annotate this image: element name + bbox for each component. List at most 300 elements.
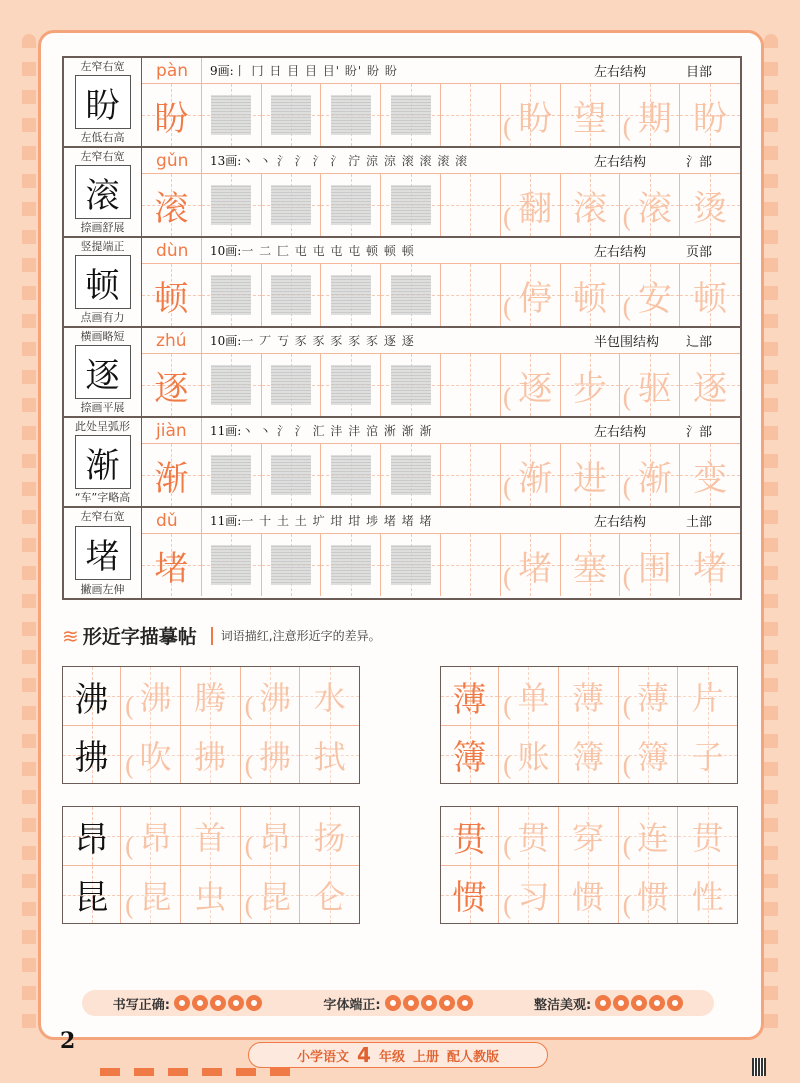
word-cell[interactable] bbox=[680, 84, 740, 146]
word-cell[interactable] bbox=[499, 866, 559, 923]
word-cell[interactable] bbox=[181, 807, 241, 865]
writing-cell[interactable] bbox=[441, 264, 501, 326]
word-character: 变 bbox=[693, 458, 728, 499]
word-cell[interactable] bbox=[121, 667, 181, 725]
word-cell[interactable] bbox=[680, 174, 740, 236]
faded-character bbox=[331, 545, 371, 585]
stroke-order bbox=[202, 422, 594, 439]
word-cell[interactable] bbox=[680, 534, 740, 596]
writing-cell[interactable] bbox=[441, 354, 501, 416]
word-cell[interactable] bbox=[121, 807, 181, 865]
faded-character bbox=[271, 455, 311, 495]
paren-mark: ( bbox=[502, 204, 513, 234]
word-character: 顿 bbox=[693, 278, 728, 319]
row-content bbox=[142, 508, 740, 598]
word-character: 昆 bbox=[139, 877, 172, 916]
head-character: 惯 bbox=[452, 878, 487, 918]
writing-grid bbox=[142, 354, 740, 416]
head-character: 簿 bbox=[452, 738, 487, 778]
flower-icon[interactable] bbox=[210, 995, 226, 1011]
flower-icon[interactable] bbox=[246, 995, 262, 1011]
writing-cell[interactable] bbox=[142, 534, 202, 596]
paren-mark: ( bbox=[124, 751, 135, 782]
word-character: 水 bbox=[313, 679, 346, 717]
word-cell[interactable] bbox=[678, 726, 737, 783]
trace-character: 盼 bbox=[154, 98, 189, 139]
word-character: 沸 bbox=[258, 679, 291, 717]
hint-bottom: 左低右高 bbox=[80, 131, 125, 144]
head-character: 贯 bbox=[452, 819, 487, 860]
model-character: 逐 bbox=[75, 345, 131, 399]
stroke-sequence: 丶 丶 氵 氵 汇 沣 沣 涫 淅 渐 渐 bbox=[241, 424, 433, 438]
word-character: 昆 bbox=[258, 877, 291, 916]
flower-icon[interactable] bbox=[613, 995, 629, 1011]
word-cell[interactable] bbox=[561, 444, 621, 506]
model-character: 顿 bbox=[75, 255, 131, 309]
word-character: 盼 bbox=[693, 98, 728, 139]
group-head-character bbox=[441, 726, 499, 783]
writing-grid bbox=[142, 264, 740, 326]
stroke-order bbox=[202, 242, 594, 259]
paren-mark: ( bbox=[502, 114, 513, 144]
word-cell[interactable] bbox=[561, 534, 621, 596]
word-character: 翻 bbox=[518, 188, 553, 229]
word-cell[interactable] bbox=[680, 354, 740, 416]
right-decorative-border bbox=[764, 34, 778, 1034]
stroke-sequence: 一 二 匚 屯 屯 屯 屯 顿 顿 顿 bbox=[241, 244, 415, 258]
writing-cell[interactable] bbox=[321, 444, 381, 506]
head-character: 昆 bbox=[74, 878, 109, 918]
radical-label: 目部 bbox=[686, 65, 713, 80]
word-character: 账 bbox=[517, 737, 550, 776]
faded-character bbox=[391, 545, 431, 585]
faded-character bbox=[391, 95, 431, 135]
flower-icon[interactable] bbox=[174, 995, 190, 1011]
writing-cell[interactable] bbox=[441, 84, 501, 146]
structure-label: 半包围结构 bbox=[594, 335, 660, 350]
group-line bbox=[63, 725, 359, 783]
stroke-count: 11画: bbox=[210, 424, 242, 438]
word-character: 昂 bbox=[139, 819, 172, 857]
row-side bbox=[64, 58, 142, 146]
faded-character bbox=[391, 185, 431, 225]
head-character: 沸 bbox=[74, 679, 109, 720]
word-cell[interactable] bbox=[181, 866, 241, 923]
section-note: 词语描红,注意形近字的差异。 bbox=[220, 629, 381, 643]
writing-cell[interactable] bbox=[321, 354, 381, 416]
word-cell[interactable] bbox=[619, 866, 679, 923]
writing-cell[interactable] bbox=[381, 354, 441, 416]
paren-mark: ( bbox=[124, 693, 135, 723]
practice-row bbox=[64, 58, 740, 148]
word-cell[interactable] bbox=[300, 866, 359, 923]
word-cell[interactable] bbox=[499, 807, 559, 865]
word-cell[interactable] bbox=[678, 807, 737, 865]
word-cell[interactable] bbox=[501, 264, 561, 326]
word-character: 期 bbox=[637, 98, 672, 139]
word-cell[interactable] bbox=[561, 264, 621, 326]
word-cell[interactable] bbox=[300, 807, 359, 865]
hint-bottom: 捺画平展 bbox=[80, 401, 125, 414]
row-content bbox=[142, 148, 740, 236]
word-cell[interactable] bbox=[501, 354, 561, 416]
row-info bbox=[142, 148, 740, 174]
group-line bbox=[63, 667, 359, 725]
footer-grade-suffix: 年级 bbox=[378, 1049, 405, 1065]
writing-cell[interactable] bbox=[202, 534, 262, 596]
group-head-character bbox=[441, 866, 499, 923]
word-cell[interactable] bbox=[620, 264, 680, 326]
paren-mark: ( bbox=[502, 384, 513, 414]
faded-character bbox=[211, 455, 251, 495]
writing-cell[interactable] bbox=[262, 354, 322, 416]
word-character: 昂 bbox=[258, 819, 291, 857]
word-cell[interactable] bbox=[680, 444, 740, 506]
stroke-count: 13画: bbox=[210, 154, 242, 168]
paren-mark: ( bbox=[502, 474, 513, 504]
bottom-stripes bbox=[100, 1068, 300, 1076]
writing-cell[interactable] bbox=[381, 264, 441, 326]
word-cell[interactable] bbox=[501, 84, 561, 146]
hint-bottom: “车”字略高 bbox=[74, 491, 131, 504]
structure-label: 左右结构 bbox=[594, 425, 647, 440]
footer-edition: 配人教版 bbox=[446, 1049, 499, 1065]
word-cell[interactable] bbox=[241, 726, 301, 783]
flower-icon[interactable] bbox=[595, 995, 611, 1011]
rating-flowers bbox=[385, 995, 473, 1011]
row-content bbox=[142, 238, 740, 326]
faded-character bbox=[211, 185, 251, 225]
writing-cell[interactable] bbox=[441, 534, 501, 596]
paren-mark: ( bbox=[124, 891, 135, 922]
writing-cell[interactable] bbox=[441, 444, 501, 506]
structure-label: 左右结构 bbox=[594, 245, 647, 260]
rating-flowers bbox=[174, 995, 262, 1011]
practice-row bbox=[64, 508, 740, 598]
writing-cell[interactable] bbox=[142, 264, 202, 326]
word-cell[interactable] bbox=[620, 444, 680, 506]
similar-group bbox=[440, 806, 738, 924]
word-character: 停 bbox=[518, 278, 553, 319]
hint-top: 左窄右宽 bbox=[80, 60, 125, 73]
writing-cell[interactable] bbox=[262, 264, 322, 326]
footer-badge bbox=[248, 1042, 548, 1068]
footer-subject: 小学语文 bbox=[297, 1049, 350, 1065]
word-cell[interactable] bbox=[619, 726, 679, 783]
word-cell[interactable] bbox=[561, 174, 621, 236]
word-cell[interactable] bbox=[121, 726, 181, 783]
word-character: 簿 bbox=[572, 737, 605, 776]
trace-character: 堵 bbox=[154, 548, 189, 589]
radical-label: 氵部 bbox=[686, 155, 713, 170]
trace-character: 渐 bbox=[154, 458, 189, 499]
word-cell[interactable] bbox=[678, 667, 737, 725]
left-decorative-border bbox=[22, 34, 36, 1034]
faded-character bbox=[391, 365, 431, 405]
faded-character bbox=[271, 185, 311, 225]
writing-cell[interactable] bbox=[202, 84, 262, 146]
paren-mark: ( bbox=[502, 693, 513, 723]
writing-cell[interactable] bbox=[262, 444, 322, 506]
writing-cell[interactable] bbox=[262, 174, 322, 236]
practice-row bbox=[64, 238, 740, 328]
writing-grid bbox=[142, 444, 740, 506]
section-header bbox=[62, 622, 381, 649]
paren-mark: ( bbox=[621, 294, 632, 324]
hint-top: 横画略短 bbox=[80, 330, 125, 343]
word-character: 塞 bbox=[573, 548, 607, 589]
flower-icon[interactable] bbox=[649, 995, 665, 1011]
structure-label: 左右结构 bbox=[594, 65, 647, 80]
trace-character: 逐 bbox=[154, 368, 189, 409]
self-rating-bar bbox=[82, 990, 714, 1016]
word-cell[interactable] bbox=[559, 866, 619, 923]
radical-label: 页部 bbox=[686, 245, 713, 260]
flower-icon[interactable] bbox=[457, 995, 473, 1011]
word-cell[interactable] bbox=[501, 534, 561, 596]
word-character: 堵 bbox=[693, 548, 728, 589]
faded-character bbox=[331, 185, 371, 225]
pinyin: dùn bbox=[142, 238, 202, 263]
stroke-count: 11画: bbox=[210, 514, 242, 528]
word-character: 贯 bbox=[691, 819, 724, 857]
writing-cell[interactable] bbox=[321, 534, 381, 596]
hint-bottom: 撇画左伸 bbox=[80, 583, 125, 596]
word-character: 烫 bbox=[693, 188, 728, 229]
word-character: 围 bbox=[637, 548, 672, 589]
word-character: 拂 bbox=[258, 737, 291, 776]
word-cell[interactable] bbox=[559, 726, 619, 783]
paren-mark: ( bbox=[243, 891, 254, 922]
word-character: 性 bbox=[691, 877, 724, 916]
word-cell[interactable] bbox=[620, 534, 680, 596]
word-cell[interactable] bbox=[559, 807, 619, 865]
word-character: 片 bbox=[691, 679, 724, 717]
word-character: 子 bbox=[691, 737, 724, 776]
writing-cell[interactable] bbox=[381, 534, 441, 596]
row-info bbox=[142, 328, 740, 354]
word-character: 拂 bbox=[194, 737, 227, 776]
word-cell[interactable] bbox=[620, 174, 680, 236]
writing-grid bbox=[142, 534, 740, 598]
word-character: 惯 bbox=[636, 877, 669, 916]
faded-character bbox=[271, 365, 311, 405]
writing-cell[interactable] bbox=[202, 174, 262, 236]
writing-cell[interactable] bbox=[381, 444, 441, 506]
faded-character bbox=[331, 275, 371, 315]
row-info bbox=[142, 238, 740, 264]
word-cell[interactable] bbox=[241, 807, 301, 865]
word-cell[interactable] bbox=[559, 667, 619, 725]
similar-group bbox=[440, 666, 738, 784]
word-character: 连 bbox=[636, 819, 669, 857]
wave-icon: ≋ bbox=[62, 623, 79, 648]
page-number: 2 bbox=[60, 1028, 76, 1054]
flower-icon[interactable] bbox=[421, 995, 437, 1011]
flower-icon[interactable] bbox=[403, 995, 419, 1011]
flower-icon[interactable] bbox=[631, 995, 647, 1011]
paren-mark: ( bbox=[502, 891, 513, 922]
word-cell[interactable] bbox=[241, 866, 301, 923]
footer-grade: 4 bbox=[357, 1043, 371, 1067]
structure-label: 左右结构 bbox=[594, 515, 647, 530]
word-character: 薄 bbox=[572, 679, 605, 717]
pinyin: gǔn bbox=[142, 148, 202, 173]
row-side bbox=[64, 508, 142, 598]
paren-mark: ( bbox=[621, 384, 632, 414]
writing-cell[interactable] bbox=[321, 264, 381, 326]
row-side bbox=[64, 328, 142, 416]
word-cell[interactable] bbox=[501, 174, 561, 236]
stroke-sequence: 一 十 土 土 圹 坩 坩 埗 堵 堵 堵 bbox=[241, 514, 433, 528]
writing-cell[interactable] bbox=[381, 84, 441, 146]
faded-character bbox=[271, 545, 311, 585]
word-cell[interactable] bbox=[499, 726, 559, 783]
rating-item bbox=[113, 994, 262, 1013]
rating-label: 整洁美观: bbox=[534, 997, 592, 1013]
word-character: 步 bbox=[573, 368, 607, 409]
word-character: 望 bbox=[573, 98, 607, 139]
word-character: 腾 bbox=[194, 679, 227, 717]
word-character: 安 bbox=[637, 278, 672, 319]
writing-cell[interactable] bbox=[142, 84, 202, 146]
row-info bbox=[142, 508, 740, 534]
word-cell[interactable] bbox=[499, 667, 559, 725]
word-character: 贯 bbox=[517, 819, 550, 857]
stroke-count: 10画: bbox=[210, 334, 242, 348]
group-line bbox=[441, 865, 737, 923]
word-cell[interactable] bbox=[619, 807, 679, 865]
similar-group bbox=[62, 806, 360, 924]
faded-character bbox=[331, 95, 371, 135]
word-cell[interactable] bbox=[680, 264, 740, 326]
word-character: 拭 bbox=[313, 737, 346, 776]
group-line bbox=[63, 865, 359, 923]
word-cell[interactable] bbox=[678, 866, 737, 923]
row-content bbox=[142, 328, 740, 416]
group-head-character bbox=[63, 866, 121, 923]
stroke-sequence: 丶 丶 氵 氵 氵 氵 泞 涼 涼 滚 滚 滚 滚 bbox=[241, 154, 469, 168]
word-cell[interactable] bbox=[620, 84, 680, 146]
word-cell[interactable] bbox=[181, 726, 241, 783]
stroke-count: 9画: bbox=[210, 64, 234, 78]
paren-mark: ( bbox=[502, 751, 513, 782]
word-character: 顿 bbox=[573, 278, 607, 319]
word-character: 滚 bbox=[573, 188, 607, 229]
writing-cell[interactable] bbox=[142, 354, 202, 416]
group-line bbox=[441, 807, 737, 865]
writing-grid bbox=[142, 84, 740, 146]
writing-cell[interactable] bbox=[202, 444, 262, 506]
similar-group bbox=[62, 666, 360, 784]
stroke-order bbox=[202, 62, 594, 79]
trace-character: 滚 bbox=[154, 188, 189, 229]
model-character: 渐 bbox=[75, 435, 131, 489]
word-cell[interactable] bbox=[620, 354, 680, 416]
word-character: 首 bbox=[194, 819, 227, 857]
word-cell[interactable] bbox=[561, 84, 621, 146]
writing-cell[interactable] bbox=[381, 174, 441, 236]
writing-cell[interactable] bbox=[202, 264, 262, 326]
writing-cell[interactable] bbox=[202, 354, 262, 416]
row-content bbox=[142, 418, 740, 506]
writing-cell[interactable] bbox=[262, 534, 322, 596]
writing-grid bbox=[142, 174, 740, 236]
hint-bottom: 捺画舒展 bbox=[80, 221, 125, 234]
trace-character: 顿 bbox=[154, 278, 189, 319]
word-cell[interactable] bbox=[300, 726, 359, 783]
section-title: 形近字描摹帖 bbox=[82, 626, 197, 648]
row-content bbox=[142, 58, 740, 146]
faded-character bbox=[211, 365, 251, 405]
faded-character bbox=[211, 545, 251, 585]
flower-icon[interactable] bbox=[667, 995, 683, 1011]
stroke-sequence: 一 丆 丂 豕 豕 豕 豕 豕 逐 逐 bbox=[241, 334, 415, 348]
paren-mark: ( bbox=[124, 833, 135, 863]
word-character: 堵 bbox=[518, 548, 553, 589]
flower-icon[interactable] bbox=[228, 995, 244, 1011]
faded-character bbox=[331, 455, 371, 495]
paren-mark: ( bbox=[243, 693, 254, 723]
practice-row bbox=[64, 328, 740, 418]
model-character: 滚 bbox=[75, 165, 131, 219]
stroke-count: 10画: bbox=[210, 244, 242, 258]
word-character: 逐 bbox=[518, 368, 553, 409]
stroke-order bbox=[202, 512, 594, 529]
faded-character bbox=[211, 95, 251, 135]
paren-mark: ( bbox=[621, 751, 632, 782]
word-cell[interactable] bbox=[241, 667, 301, 725]
practice-row bbox=[64, 148, 740, 238]
pinyin: dǔ bbox=[142, 508, 202, 533]
paren-mark: ( bbox=[243, 833, 254, 863]
writing-cell[interactable] bbox=[142, 174, 202, 236]
word-character: 逐 bbox=[693, 368, 728, 409]
word-cell[interactable] bbox=[561, 354, 621, 416]
word-cell[interactable] bbox=[121, 866, 181, 923]
flower-icon[interactable] bbox=[385, 995, 401, 1011]
flower-icon[interactable] bbox=[439, 995, 455, 1011]
word-character: 仑 bbox=[313, 877, 346, 916]
paren-mark: ( bbox=[502, 294, 513, 324]
barcode-mark bbox=[752, 1058, 766, 1076]
head-character: 拂 bbox=[74, 738, 109, 778]
word-character: 驱 bbox=[637, 368, 672, 409]
rating-flowers bbox=[595, 995, 683, 1011]
writing-cell[interactable] bbox=[321, 84, 381, 146]
stroke-order bbox=[202, 332, 594, 349]
word-cell[interactable] bbox=[300, 667, 359, 725]
head-character: 昂 bbox=[74, 819, 109, 860]
writing-cell[interactable] bbox=[441, 174, 501, 236]
paren-mark: ( bbox=[502, 833, 513, 863]
word-character: 虫 bbox=[194, 877, 227, 916]
paren-mark: ( bbox=[621, 474, 632, 504]
writing-cell[interactable] bbox=[321, 174, 381, 236]
word-cell[interactable] bbox=[181, 667, 241, 725]
word-character: 盼 bbox=[518, 98, 553, 139]
writing-cell[interactable] bbox=[142, 444, 202, 506]
head-character: 薄 bbox=[452, 679, 487, 720]
radical-label: 氵部 bbox=[686, 425, 713, 440]
writing-cell[interactable] bbox=[262, 84, 322, 146]
flower-icon[interactable] bbox=[192, 995, 208, 1011]
hint-bottom: 点画有力 bbox=[80, 311, 125, 324]
word-cell[interactable] bbox=[619, 667, 679, 725]
paren-mark: ( bbox=[502, 564, 513, 594]
row-side bbox=[64, 418, 142, 506]
word-cell[interactable] bbox=[501, 444, 561, 506]
